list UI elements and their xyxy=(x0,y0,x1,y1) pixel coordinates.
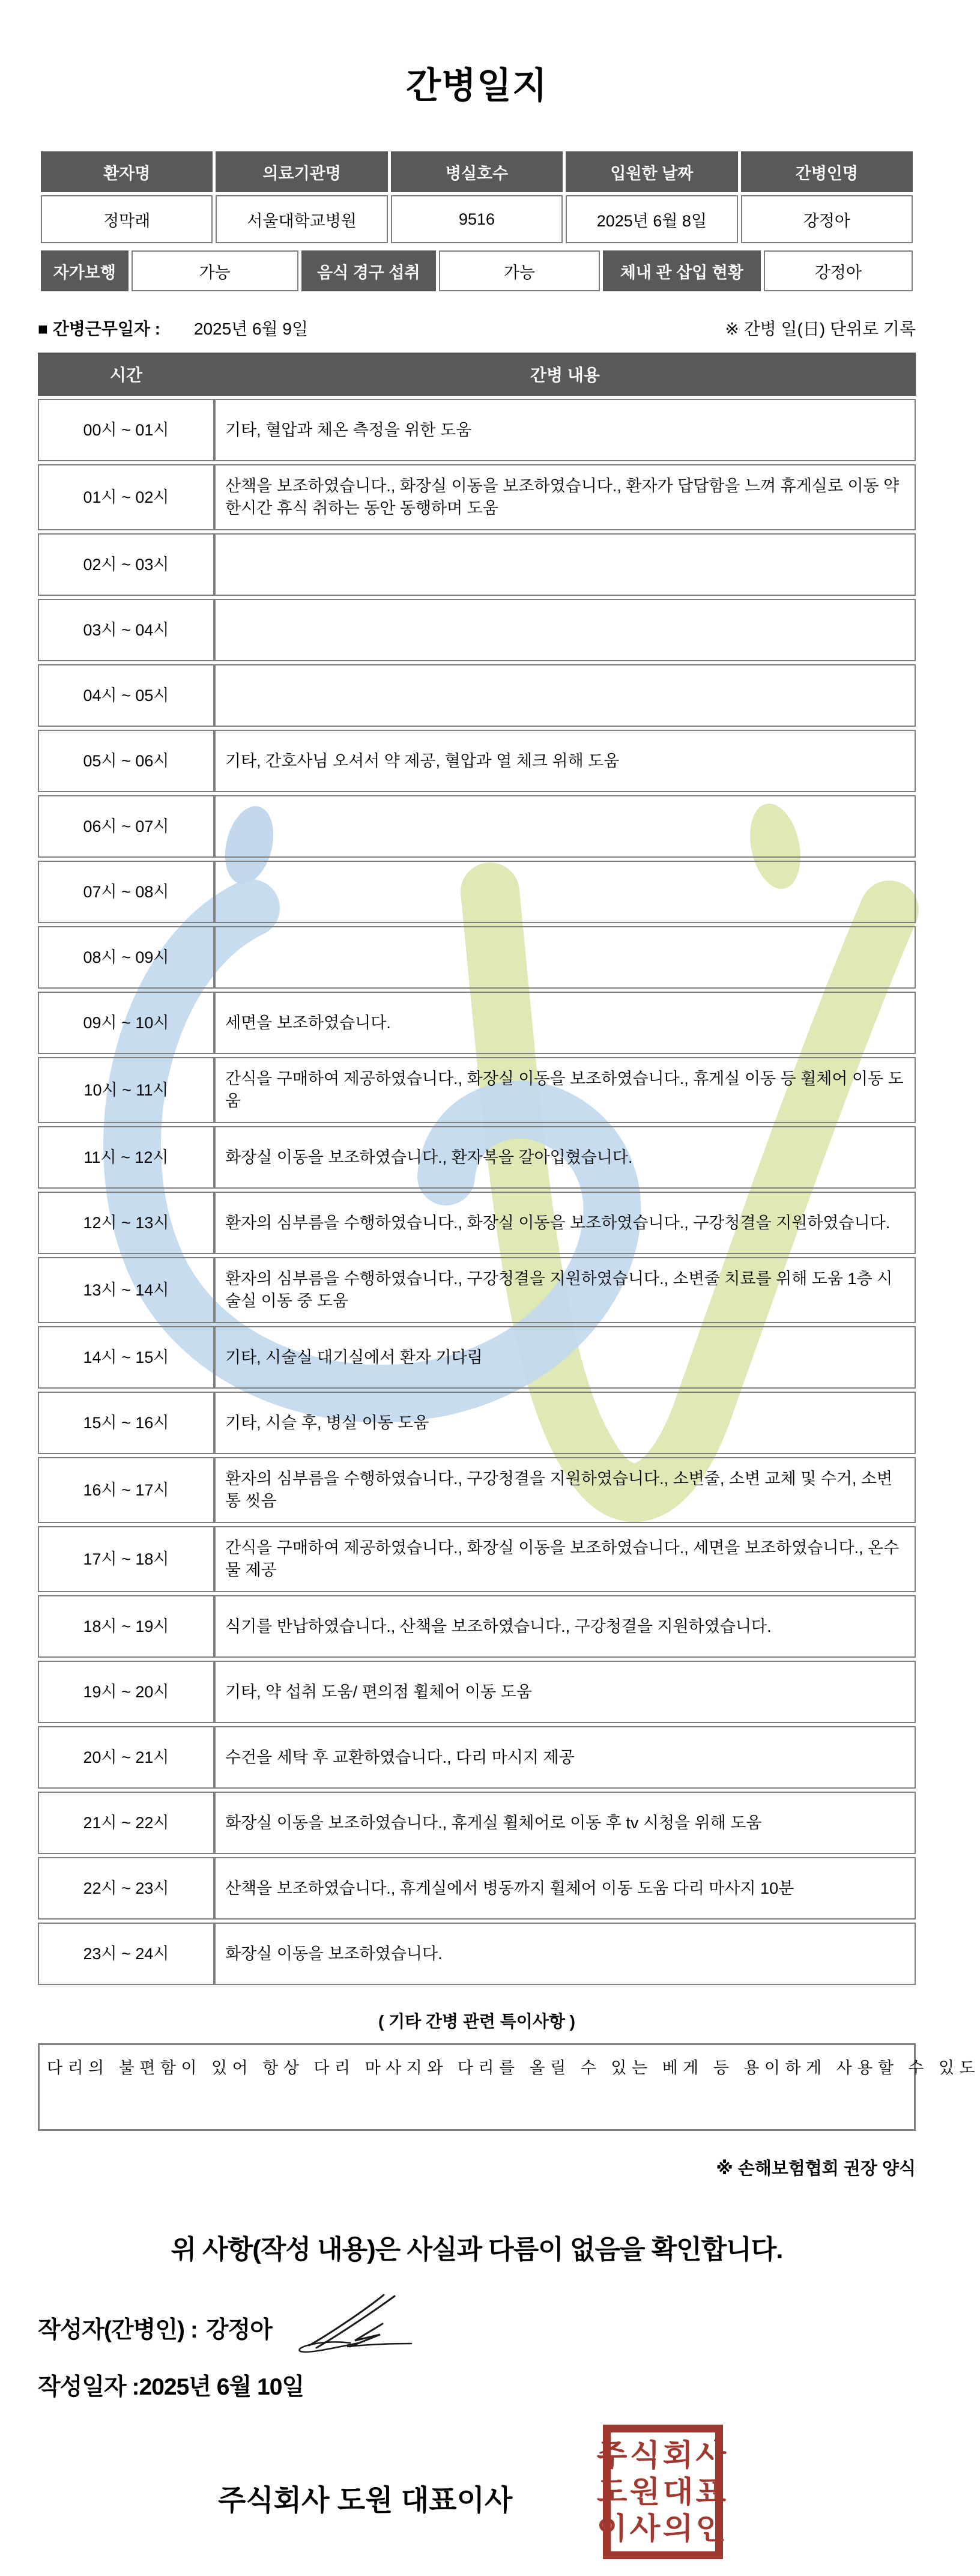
writer-name: 강정아 xyxy=(205,2317,272,2343)
care-content-cell xyxy=(214,599,916,661)
schedule-header-row xyxy=(38,353,916,396)
care-content-cell xyxy=(214,533,916,596)
special-notes-box xyxy=(38,2043,980,2131)
work-date-left xyxy=(38,316,308,340)
mobility-status-row xyxy=(41,250,913,291)
patient-info-value-row xyxy=(41,195,913,243)
care-content-cell: 기타, 간호사님 오셔서 약 제공, 혈압과 열 체크 위해 도움 xyxy=(214,730,916,792)
seal-text-line: 이사의인 xyxy=(597,2511,729,2545)
time-cell: 21시 ~ 22시 xyxy=(38,1792,214,1854)
schedule-row xyxy=(38,1326,916,1389)
schedule-row xyxy=(38,1526,916,1592)
care-content-cell: 간식을 구매하여 제공하였습니다., 화장실 이동을 보조하였습니다., 휴게실 이동 등 휠체어 이동 도움 xyxy=(214,1057,916,1123)
schedule-row xyxy=(38,1457,916,1523)
care-content-cell xyxy=(214,861,916,923)
time-cell: 02시 ~ 03시 xyxy=(38,533,214,596)
schedule-row xyxy=(38,399,916,461)
care-content-cell: 간식을 구매하여 제공하였습니다., 화장실 이동을 보조하였습니다., 세면을 보조하였습니다., 온수물 제공 xyxy=(214,1526,916,1592)
schedule-section xyxy=(38,350,916,1988)
time-cell: 15시 ~ 16시 xyxy=(38,1392,214,1454)
schedule-row xyxy=(38,1726,916,1789)
schedule-row xyxy=(38,861,916,923)
care-content-cell: 기타, 혈압과 체온 측정을 위한 도움 xyxy=(214,399,916,461)
patient-info-header-row xyxy=(41,151,913,192)
square-bullet-icon: ■ xyxy=(38,320,48,338)
write-date-value: 2025년 6월 10일 xyxy=(139,2374,304,2400)
write-date-line xyxy=(38,2368,916,2402)
schedule-row xyxy=(38,992,916,1054)
corporate-seal-stamp xyxy=(597,2425,729,2559)
time-cell: 08시 ~ 09시 xyxy=(38,926,214,989)
schedule-row xyxy=(38,1857,916,1920)
care-content-cell: 산책을 보조하였습니다., 화장실 이동을 보조하였습니다., 환자가 답답함을 느껴 휴게실로 이동 약 한시간 휴식 취하는 동안 동행하며 도움 xyxy=(214,464,916,530)
header-time: 시간 xyxy=(38,353,214,396)
schedule-row xyxy=(38,1792,916,1854)
time-cell: 01시 ~ 02시 xyxy=(38,464,214,530)
care-content-cell: 식기를 반납하였습니다., 산책을 보조하였습니다., 구강청결을 지원하였습니다. xyxy=(214,1595,916,1658)
daily-record-note: ※ 간병 일(日) 단위로 기록 xyxy=(725,320,916,338)
care-content-cell: 환자의 심부름을 수행하였습니다., 구강청결을 지원하였습니다., 소변줄 치료를 위해 도움 1층 시술실 이동 중 도움 xyxy=(214,1257,916,1323)
schedule-row xyxy=(38,926,916,989)
label-tube-insertion: 체내 관 삽입 현황 xyxy=(603,250,761,291)
work-date-value: 2025년 6월 9일 xyxy=(193,320,309,338)
time-cell: 14시 ~ 15시 xyxy=(38,1326,214,1389)
time-cell: 03시 ~ 04시 xyxy=(38,599,214,661)
seal-text-line: 도원대표 xyxy=(597,2474,729,2509)
writer-line xyxy=(38,2303,916,2353)
schedule-row xyxy=(38,464,916,530)
value-institution: 서울대학교병원 xyxy=(216,195,387,243)
time-cell: 13시 ~ 14시 xyxy=(38,1257,214,1323)
care-content-cell: 화장실 이동을 보조하였습니다. xyxy=(214,1923,916,1985)
schedule-row xyxy=(38,599,916,661)
care-content-cell: 화장실 이동을 보조하였습니다., 휴게실 휠체어로 이동 후 tv 시청을 위해 도움 xyxy=(214,1792,916,1854)
seal-text-line: 주식회사 xyxy=(597,2438,729,2472)
schedule-row xyxy=(38,730,916,792)
schedule-row xyxy=(38,1595,916,1658)
time-cell: 12시 ~ 13시 xyxy=(38,1192,214,1254)
care-content-cell: 산책을 보조하였습니다., 휴게실에서 병동까지 휠체어 이동 도움 다리 마사지 10분 xyxy=(214,1857,916,1920)
time-cell: 05시 ~ 06시 xyxy=(38,730,214,792)
handwritten-signature xyxy=(292,2293,413,2353)
time-cell: 09시 ~ 10시 xyxy=(38,992,214,1054)
value-caregiver-name: 강정아 xyxy=(741,195,913,243)
schedule-row xyxy=(38,1126,916,1189)
confirmation-statement: 위 사항(작성 내용)은 사실과 다름이 없음을 확인합니다. xyxy=(171,2235,783,2264)
value-tube-insertion: 강정아 xyxy=(764,250,913,291)
time-cell: 17시 ~ 18시 xyxy=(38,1526,214,1592)
schedule-row xyxy=(38,1057,916,1123)
time-cell: 10시 ~ 11시 xyxy=(38,1057,214,1123)
schedule-row xyxy=(38,795,916,858)
value-self-walking: 가능 xyxy=(132,250,298,291)
care-schedule-table xyxy=(38,350,916,1988)
work-date-line xyxy=(38,316,916,340)
time-cell: 22시 ~ 23시 xyxy=(38,1857,214,1920)
special-notes-heading: ( 기타 간병 관련 특이사항 ) xyxy=(378,2012,576,2031)
label-self-walking: 자가보행 xyxy=(41,250,129,291)
header-caregiver-name: 간병인명 xyxy=(741,151,913,192)
time-cell: 06시 ~ 07시 xyxy=(38,795,214,858)
time-cell: 04시 ~ 05시 xyxy=(38,664,214,727)
work-date-label: ■ 간병근무일자 : xyxy=(38,320,161,338)
schedule-row xyxy=(38,1392,916,1454)
time-cell: 20시 ~ 21시 xyxy=(38,1726,214,1789)
time-cell: 00시 ~ 01시 xyxy=(38,399,214,461)
time-cell: 23시 ~ 24시 xyxy=(38,1923,214,1985)
care-content-cell xyxy=(214,664,916,727)
care-content-cell: 세면을 보조하였습니다. xyxy=(214,992,916,1054)
header-patient-name: 환자명 xyxy=(41,151,213,192)
care-content-cell: 환자의 심부름을 수행하였습니다., 구강청결을 지원하였습니다., 소변줄, 소변 교체 및 수거, 소변통 씻음 xyxy=(214,1457,916,1523)
care-content-cell: 기타, 시술실 대기실에서 환자 기다림 xyxy=(214,1326,916,1389)
time-cell: 19시 ~ 20시 xyxy=(38,1661,214,1723)
value-admission-date: 2025년 6월 8일 xyxy=(566,195,737,243)
page-title: 간병일지 xyxy=(406,65,548,106)
care-content-cell xyxy=(214,795,916,858)
recommended-form-note: ※ 손해보험협회 권장 양식 xyxy=(716,2159,916,2178)
care-content-cell: 화장실 이동을 보조하였습니다., 환자복을 갈아입혔습니다. xyxy=(214,1126,916,1189)
care-content-cell: 기타, 약 섭취 도움/ 편의점 휠체어 이동 도움 xyxy=(214,1661,916,1723)
header-room-number: 병실호수 xyxy=(391,151,563,192)
time-cell: 11시 ~ 12시 xyxy=(38,1126,214,1189)
label-oral-intake: 음식 경구 섭취 xyxy=(301,250,436,291)
care-content-cell: 기타, 시슬 후, 병실 이동 도움 xyxy=(214,1392,916,1454)
time-cell: 18시 ~ 19시 xyxy=(38,1595,214,1658)
time-cell: 07시 ~ 08시 xyxy=(38,861,214,923)
schedule-row xyxy=(38,1661,916,1723)
schedule-row xyxy=(38,533,916,596)
header-admission-date: 입원한 날짜 xyxy=(566,151,737,192)
care-journal-page xyxy=(0,57,980,2545)
schedule-row xyxy=(38,1923,916,1985)
schedule-row xyxy=(38,664,916,727)
special-notes-text: 다리의 불편함이 있어 항상 다리 마사지와 다리를 올릴 수 있는 베게 등 용이하게 사용할 수 있도 xyxy=(47,2059,980,2077)
care-content-cell: 수건을 세탁 후 교환하였습니다., 다리 마시지 제공 xyxy=(214,1726,916,1789)
time-cell: 16시 ~ 17시 xyxy=(38,1457,214,1523)
schedule-row xyxy=(38,1192,916,1254)
care-content-cell xyxy=(214,926,916,989)
header-care-content: 간병 내용 xyxy=(214,353,916,396)
care-content-cell: 환자의 심부름을 수행하였습니다., 화장실 이동을 보조하였습니다., 구강청결을 지원하였습니다. xyxy=(214,1192,916,1254)
patient-info-table xyxy=(38,148,916,246)
schedule-row xyxy=(38,1257,916,1323)
company-name: 주식회사 도원 대표이사 xyxy=(218,2485,513,2517)
mobility-status-table xyxy=(38,247,916,294)
writer-label: 작성자(간병인) : xyxy=(38,2317,198,2343)
value-room-number: 9516 xyxy=(391,195,563,243)
write-date-label: 작성일자 : xyxy=(38,2374,139,2400)
value-oral-intake: 가능 xyxy=(439,250,600,291)
value-patient-name: 정막래 xyxy=(41,195,213,243)
header-institution: 의료기관명 xyxy=(216,151,387,192)
company-row xyxy=(38,2420,916,2576)
